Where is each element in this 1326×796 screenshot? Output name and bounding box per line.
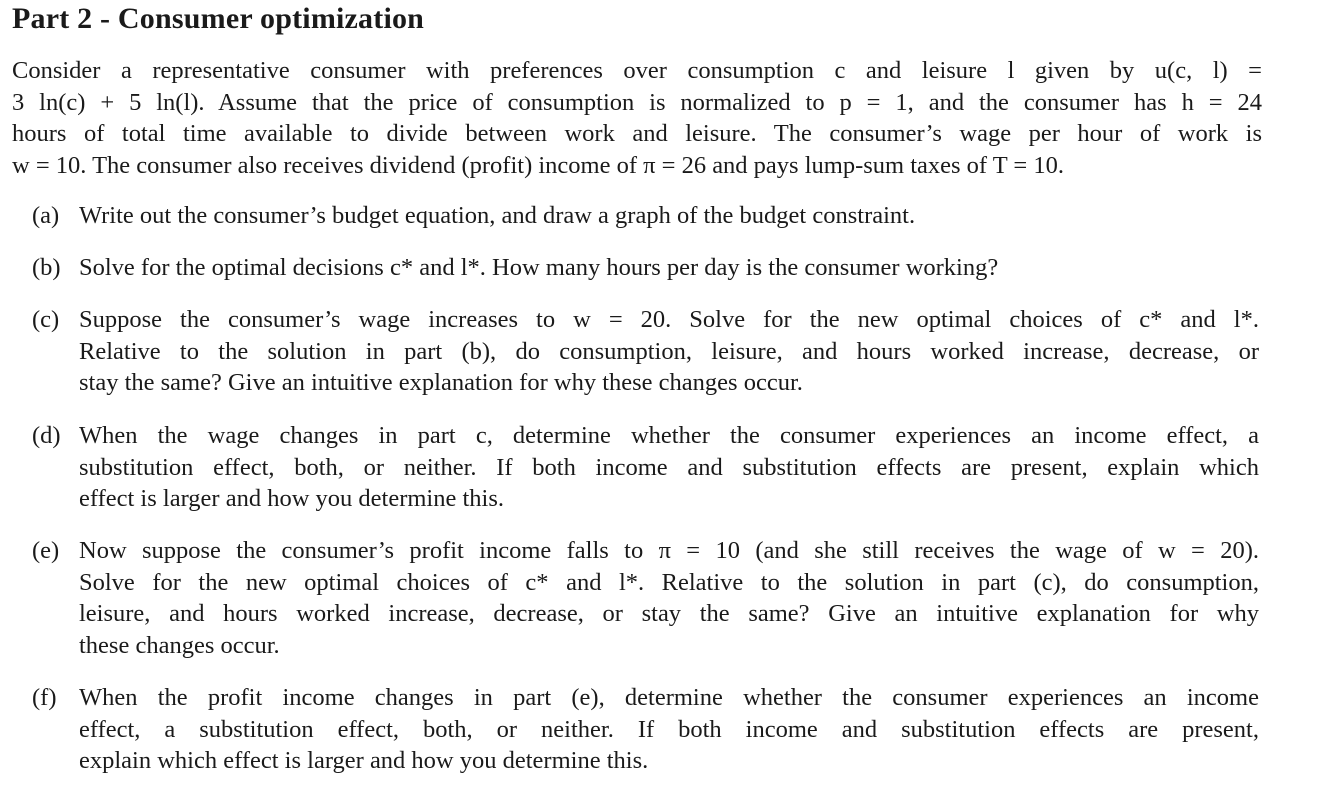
question-line: Now suppose the consumer’s profit income falls to π = 10 (and she still receives the wage of w = 20). bbox=[79, 537, 1259, 564]
question-body bbox=[79, 682, 1259, 777]
question-line: Suppose the consumer’s wage increases to w = 20. Solve for the new optimal choices of c* and l*. bbox=[79, 306, 1259, 333]
section-title: Part 2 - Consumer optimization bbox=[12, 2, 425, 35]
question-line: Relative to the solution in part (b), do consumption, leisure, and hours worked increase, decrease, or bbox=[79, 337, 1259, 365]
question-line: When the profit income changes in part (e), determine whether the consumer experiences an income bbox=[79, 684, 1259, 711]
question-label: (f) bbox=[32, 684, 57, 711]
question-body bbox=[79, 420, 1259, 515]
question-body bbox=[79, 200, 1259, 232]
question-body bbox=[79, 304, 1259, 399]
question-label: (b) bbox=[32, 254, 61, 281]
question-label: (c) bbox=[32, 306, 60, 333]
intro-paragraph bbox=[12, 55, 1262, 181]
question-line: leisure, and hours worked increase, decrease, or stay the same? Give an intuitive explanation for why bbox=[79, 600, 1259, 627]
intro-line: 3 ln(c) + 5 ln(l). Assume that the price of consumption is normalized to p = 1, and the consumer has h = 24 bbox=[12, 88, 1262, 116]
question-label: (e) bbox=[32, 537, 60, 564]
question-line: explain which effect is larger and how you determine this. bbox=[79, 747, 649, 774]
question-body bbox=[79, 252, 1259, 284]
question-line: effect, a substitution effect, both, or neither. If both income and substitution effects are present, bbox=[79, 715, 1259, 743]
intro-line: w = 10. The consumer also receives dividend (profit) income of π = 26 and pays lump-sum taxes of T = 10. bbox=[12, 151, 1064, 179]
question-line: Solve for the new optimal choices of c* and l*. Relative to the solution in part (c), do consumption, bbox=[79, 568, 1259, 596]
question-line: effect is larger and how you determine this. bbox=[79, 485, 504, 512]
question-line: Write out the consumer’s budget equation, and draw a graph of the budget constraint. bbox=[79, 202, 916, 229]
question-body bbox=[79, 535, 1259, 661]
intro-line: hours of total time available to divide between work and leisure. The consumer’s wage per hour of work is bbox=[12, 120, 1262, 147]
question-line: stay the same? Give an intuitive explanation for why these changes occur. bbox=[79, 369, 803, 396]
question-line: Solve for the optimal decisions c* and l*. How many hours per day is the consumer working? bbox=[79, 254, 999, 281]
question-line: these changes occur. bbox=[79, 631, 280, 659]
question-line: substitution effect, both, or neither. If both income and substitution effects are present, explain which bbox=[79, 453, 1259, 481]
question-line: When the wage changes in part c, determine whether the consumer experiences an income effect, a bbox=[79, 422, 1259, 449]
question-label: (d) bbox=[32, 422, 61, 449]
question-label: (a) bbox=[32, 202, 60, 229]
intro-line: Consider a representative consumer with preferences over consumption c and leisure l given by u(c, l) = bbox=[12, 57, 1262, 84]
